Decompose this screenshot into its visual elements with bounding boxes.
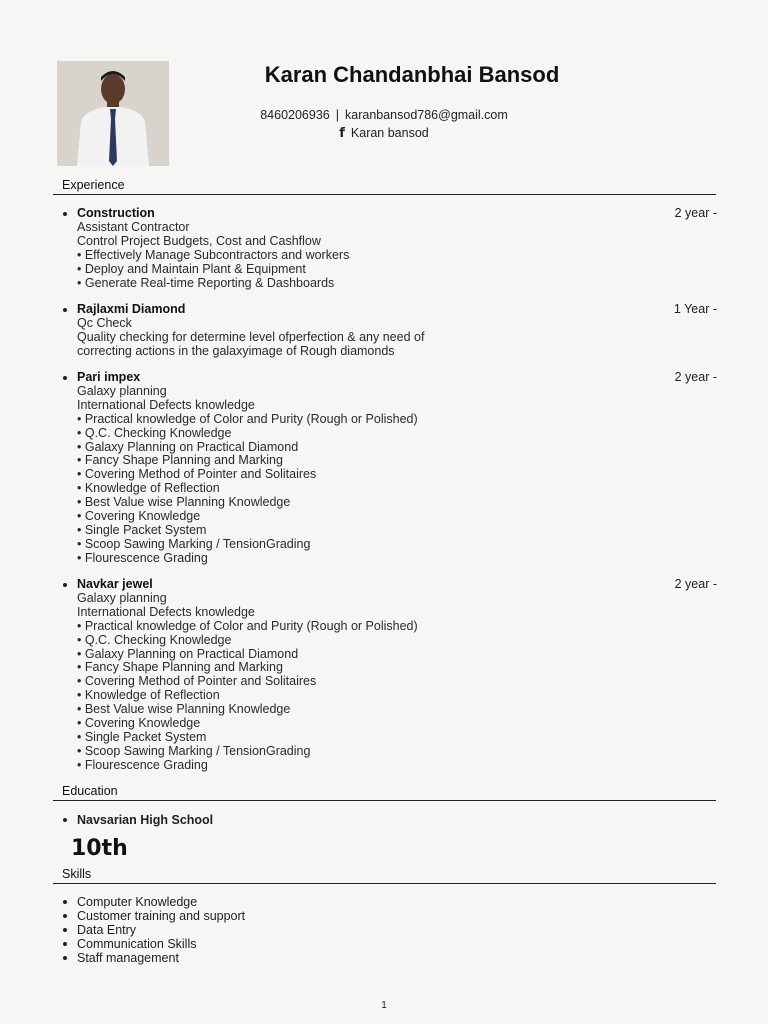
job-detail-line: • Knowledge of Reflection bbox=[77, 481, 220, 496]
job-detail-line: Galaxy planning bbox=[77, 383, 167, 398]
job-details bbox=[63, 317, 717, 359]
job-detail-line: • Flourescence Grading bbox=[77, 757, 208, 772]
skill-item: Data Entry bbox=[63, 923, 245, 937]
education-grade: 10th bbox=[71, 836, 128, 861]
job-detail-line: • Best Value wise Planning Knowledge bbox=[77, 495, 291, 510]
company-name: Pari impex bbox=[63, 371, 140, 385]
facebook-icon: f bbox=[339, 126, 345, 141]
experience-entry bbox=[63, 303, 717, 359]
experience-entry bbox=[63, 207, 717, 290]
section-divider bbox=[53, 883, 716, 884]
contact-line bbox=[0, 108, 768, 122]
job-detail-line: • Q.C. Checking Knowledge bbox=[77, 632, 232, 647]
skill-item: Computer Knowledge bbox=[63, 895, 245, 909]
job-detail-line: correcting actions in the galaxyimage of Rough diamonds bbox=[77, 343, 395, 358]
job-detail-line: Galaxy planning bbox=[77, 590, 167, 605]
job-detail-line: • Practical knowledge of Color and Purity (Rough or Polished) bbox=[77, 618, 418, 633]
job-detail-line: International Defects knowledge bbox=[77, 397, 255, 412]
job-detail-line: • Covering Method of Pointer and Solitaires bbox=[77, 674, 317, 689]
contact-separator: | bbox=[335, 108, 339, 122]
section-title-education: Education bbox=[62, 784, 118, 798]
phone-number: 8460206936 bbox=[260, 108, 330, 122]
experience-entry bbox=[63, 578, 717, 773]
job-detail-line: • Single Packet System bbox=[77, 729, 207, 744]
company-name: Navkar jewel bbox=[63, 578, 153, 592]
job-detail-line: • Knowledge of Reflection bbox=[77, 688, 220, 703]
skill-item: Communication Skills bbox=[63, 937, 245, 951]
section-divider bbox=[53, 194, 716, 195]
job-detail-line: • Best Value wise Planning Knowledge bbox=[77, 702, 291, 717]
job-detail-line: • Effectively Manage Subcontractors and workers bbox=[77, 247, 350, 262]
job-detail-line: Control Project Budgets, Cost and Cashflow bbox=[77, 233, 321, 248]
job-detail-line: • Single Packet System bbox=[77, 522, 207, 537]
skill-item: Staff management bbox=[63, 951, 245, 965]
job-duration: 1 Year - bbox=[673, 302, 717, 316]
job-detail-line: Quality checking for determine level ofperfection & any need of bbox=[77, 329, 425, 344]
experience-entry bbox=[63, 371, 717, 566]
social-line bbox=[0, 126, 768, 141]
section-title-experience: Experience bbox=[62, 178, 125, 192]
experience-header bbox=[63, 303, 717, 317]
experience-header bbox=[63, 371, 717, 385]
job-detail-line: • Deploy and Maintain Plant & Equipment bbox=[77, 261, 306, 276]
job-detail-line: International Defects knowledge bbox=[77, 604, 255, 619]
job-detail-line: Qc Check bbox=[77, 315, 132, 330]
skills-list bbox=[63, 895, 245, 965]
job-detail-line: • Fancy Shape Planning and Marking bbox=[77, 660, 283, 675]
job-details bbox=[63, 221, 717, 291]
facebook-name[interactable]: Karan bansod bbox=[350, 126, 429, 140]
experience-header bbox=[63, 207, 717, 221]
job-detail-line: • Flourescence Grading bbox=[77, 550, 208, 565]
job-detail-line: • Fancy Shape Planning and Marking bbox=[77, 453, 283, 468]
skill-item: Customer training and support bbox=[63, 909, 245, 923]
job-detail-line: Assistant Contractor bbox=[77, 219, 190, 234]
email-address[interactable]: karanbansod786@gmail.com bbox=[345, 108, 508, 122]
job-detail-line: • Covering Knowledge bbox=[77, 716, 201, 731]
job-detail-line: • Galaxy Planning on Practical Diamond bbox=[77, 439, 299, 454]
job-detail-line: • Q.C. Checking Knowledge bbox=[77, 425, 232, 440]
section-divider bbox=[53, 800, 716, 801]
experience-header bbox=[63, 578, 717, 592]
job-detail-line: • Generate Real-time Reporting & Dashboards bbox=[77, 275, 335, 290]
job-duration: 2 year - bbox=[674, 577, 717, 591]
job-detail-line: • Covering Method of Pointer and Solitaires bbox=[77, 467, 317, 482]
job-detail-line: • Galaxy Planning on Practical Diamond bbox=[77, 646, 299, 661]
job-details bbox=[63, 385, 717, 566]
section-title-skills: Skills bbox=[62, 867, 92, 881]
company-name: Construction bbox=[63, 207, 155, 221]
job-detail-line: • Practical knowledge of Color and Purity (Rough or Polished) bbox=[77, 411, 418, 426]
page-number: 1 bbox=[381, 1000, 387, 1011]
company-name: Rajlaxmi Diamond bbox=[63, 303, 185, 317]
candidate-name: Karan Chandanbhai Bansod bbox=[264, 62, 560, 87]
job-detail-line: • Scoop Sawing Marking / TensionGrading bbox=[77, 536, 311, 551]
job-duration: 2 year - bbox=[674, 370, 717, 384]
job-detail-line: • Scoop Sawing Marking / TensionGrading bbox=[77, 743, 311, 758]
job-details bbox=[63, 592, 717, 773]
job-detail-line: • Covering Knowledge bbox=[77, 509, 201, 524]
education-school: Navsarian High School bbox=[63, 813, 213, 827]
job-duration: 2 year - bbox=[674, 206, 717, 220]
